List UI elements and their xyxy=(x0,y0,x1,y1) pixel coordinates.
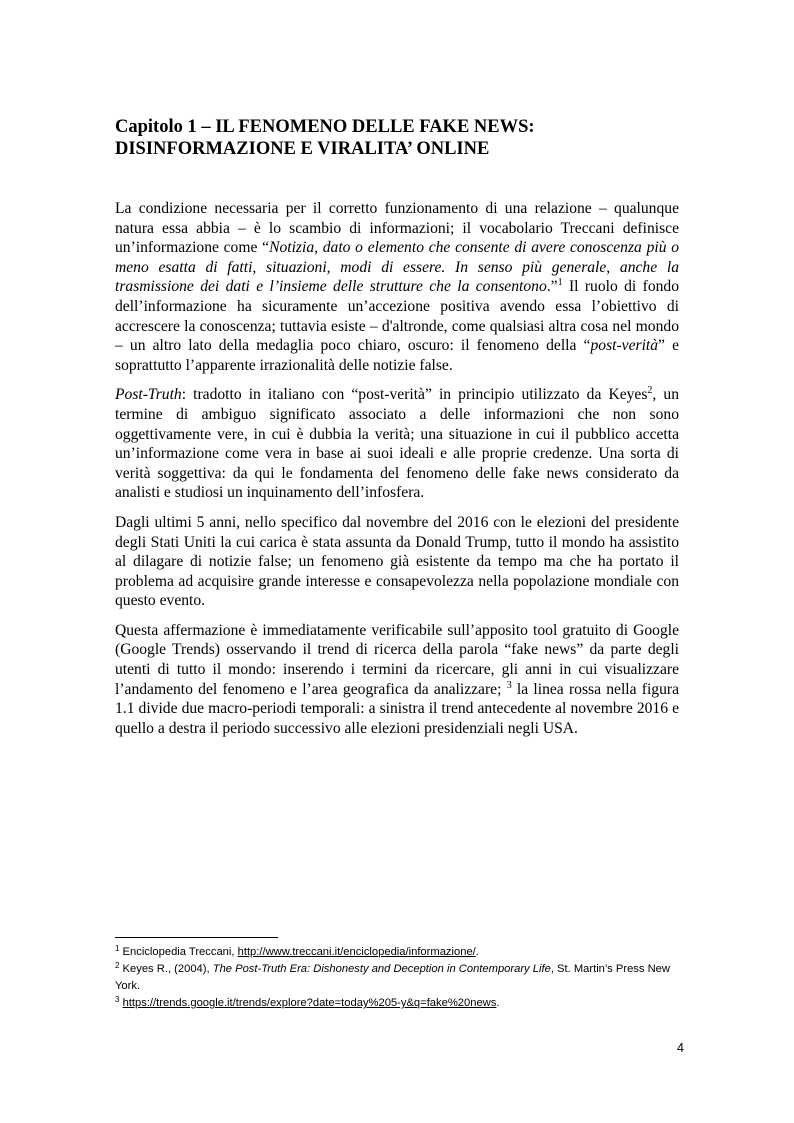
footnote-1 xyxy=(115,944,681,961)
paragraph-1-text: La condizione necessaria per il corretto funzionamento di una relazione – qualunque natura essa abbia – è lo scambio di informazioni; il vocabolario Treccani definisce un’informazione come “ xyxy=(115,200,679,257)
chapter-title-line-2: DISINFORMAZIONE E VIRALITA’ ONLINE xyxy=(115,139,490,159)
post-verita-term: post-verità xyxy=(590,337,659,355)
footnotes xyxy=(115,944,681,1012)
footnote-ref-1[interactable]: 1 xyxy=(557,277,563,289)
footnote-2-end: , St. Martin’s Press New York. xyxy=(115,963,670,992)
footnote-2 xyxy=(115,961,681,995)
footnote-2-text: Keyes R., (2004), xyxy=(119,963,213,975)
paragraph-1-text-cont: Il ruolo di fondo dell’informazione ha sicuramente un’accezione positiva avendo essa l’obiettivo di accrescere la conoscenza; tuttavia esiste – d'altronde, come qualsiasi altra cosa nel mondo – un altro lato della medaglia poco chiaro, oscuro: il fenomeno della “ xyxy=(115,278,680,355)
post-truth-term: Post-Truth xyxy=(115,386,182,404)
quote-close: .” xyxy=(546,278,558,296)
footnote-separator xyxy=(115,937,278,938)
footnote-2-number: 2 xyxy=(115,961,120,970)
paragraph-4 xyxy=(115,621,679,739)
paragraph-4-text: Questa affermazione è immediatamente verificabile sull’apposito tool gratuito di Google (Google Trends) osservando il trend di ricerca della parola “fake news” da parte degli utenti di tutto il mondo: inserendo i termini da ricercare, gli anni in cui visualizzare l’andamento del fenomeno e l’area geografica da analizzare; xyxy=(115,621,679,698)
page-number: 4 xyxy=(677,1041,684,1055)
footnote-1-end: . xyxy=(475,946,479,958)
chapter-title xyxy=(115,116,679,160)
paragraph-3: Dagli ultimi 5 anni, nello specifico dal novembre del 2016 con le elezioni del presidente degli Stati Uniti la cui carica è stata assunta da Donald Trump, tutto il mondo ha assistito al dilagare di notizie false; un fenomeno già esistente da tempo ma che ha portato il problema ad acquisire grande interesse e consapevolezza nella popolazione mondiale con questo evento. xyxy=(115,513,679,610)
paragraph-2-text: : tradotto in italiano con “post-verità” in principio utilizzato da Keyes xyxy=(181,386,648,404)
treccani-link[interactable]: http://www.treccani.it/enciclopedia/informazione/ xyxy=(237,946,476,958)
footnote-1-text: Enciclopedia Treccani, xyxy=(119,946,238,958)
footnote-ref-3[interactable]: 3 xyxy=(506,679,512,691)
paragraph-2-text-cont: , un termine di ambiguo significato associato a delle informazioni che non sono oggettivamente vere, in cui è dubbia la verità; una situazione in cui il pubblico accetta un’informazione come vera in base ai suoi ideali e alle proprie credenze. Una sorta di verità soggettiva: da qui le fondamenta del fenomeno delle fake news considerato da analisti e studiosi un inquinamento dell’infosfera. xyxy=(115,386,679,502)
paragraph-2 xyxy=(115,385,679,503)
paragraph-4-text-cont: la linea rossa nella figura 1.1 divide due macro-periodi temporali: a sinistra il trend antecedente al novembre 2016 e quello a destra il periodo successivo alle elezioni presidenziali negli USA. xyxy=(115,680,680,737)
chapter-title-line-1: Capitolo 1 – IL FENOMENO DELLE FAKE NEWS: xyxy=(115,117,535,137)
paragraph-1-text-end: ” e soprattutto l’apparente irrazionalità delle notizie false. xyxy=(115,337,679,374)
footnote-1-number: 1 xyxy=(115,944,120,953)
footnote-3 xyxy=(115,995,681,1012)
footnote-3-number: 3 xyxy=(115,995,120,1004)
footnote-2-book-title: The Post-Truth Era: Dishonesty and Deception in Contemporary Life xyxy=(212,963,551,975)
google-trends-link[interactable]: https://trends.google.it/trends/explore?date=today%205-y&q=fake%20news xyxy=(122,997,497,1009)
treccani-quote: Notizia, dato o elemento che consente di avere conoscenza più o meno esatta di fatti, situazioni, modi di essere. In senso più generale, anche la trasmissione dei dati e l’insieme delle strutture che la consentono xyxy=(115,239,680,296)
footnote-3-end: . xyxy=(496,997,500,1009)
paragraph-1 xyxy=(115,199,679,375)
footnote-ref-2[interactable]: 2 xyxy=(647,385,653,397)
body-text xyxy=(115,199,679,748)
